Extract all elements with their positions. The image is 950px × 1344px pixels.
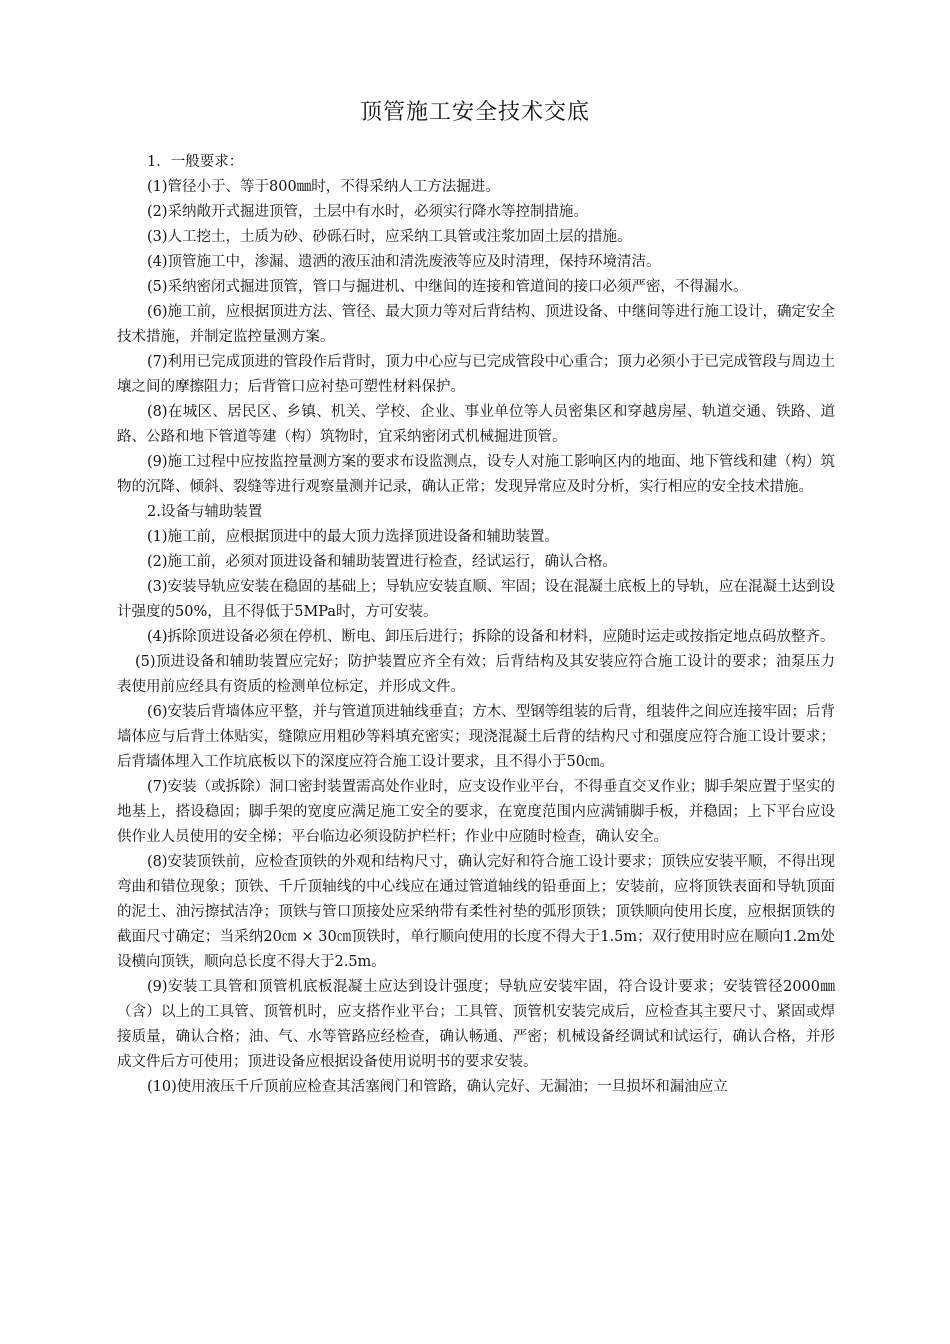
paragraph: (8)在城区、居民区、乡镇、机关、学校、企业、事业单位等人员密集区和穿越房屋、轨道交通、铁路、道路、公路和地下管道等建（构）筑物时，宜采纳密闭式机械掘进顶管。 (117, 404, 835, 445)
paragraph: (9)安装工具管和顶管机底板混凝土应达到设计强度；导轨应安装牢固，符合设计要求；安装管径2000㎜（含）以上的工具管、顶管机时，应支搭作业平台；工具管、顶管机安装完成后，应检查其主要尺寸、紧固或焊接质量，确认合格；油、气、水等管路应经检查，确认畅通、严密；机械设备经调试和试运行，确认合格，并形成文件后方可使用；顶进设备应根据设备使用说明书的要求安装。 (117, 979, 835, 1070)
paragraph: (2)施工前，必须对顶进设备和辅助装置进行检查，经试运行，确认合格。 (147, 554, 618, 570)
paragraph: (7)安装（或拆除）洞口密封装置需高处作业时，应支设作业平台，不得垂直交叉作业；脚手架应置于坚实的地基上，搭设稳固；脚手架的宽度应满足施工安全的要求，在宽度范围内应满铺脚手板，并稳固；上下平台应设供作业人员使用的安全梯；平台临边必须设防护栏杆；作业中应随时检查，确认安全。 (117, 779, 835, 845)
paragraph: (2)采纳敞开式掘进顶管，土层中有水时，必须实行降水等控制措施。 (147, 204, 589, 220)
paragraph: (5)顶进设备和辅助装置应完好；防护装置应齐全有效；后背结构及其安装应符合施工设计的要求；油泵压力表使用前应经具有资质的检测单位标定，并形成文件。 (117, 654, 835, 695)
paragraph: (3)安装导轨应安装在稳固的基础上；导轨应安装直顺、牢固；设在混凝土底板上的导轨，应在混凝土达到设计强度的50%，且不得低于5MPa时，方可安装。 (117, 579, 835, 620)
paragraph: (3)人工挖土，土质为砂、砂砾石时，应采纳工具管或注浆加固土层的措施。 (147, 229, 632, 245)
paragraph: (5)采纳密闭式掘进顶管，管口与掘进机、中继间的连接和管道间的接口必须严密，不得漏水。 (147, 279, 748, 295)
paragraph: (4)顶管施工中，渗漏、遗洒的液压油和清洗废液等应及时清理，保持环境清洁。 (147, 254, 661, 270)
paragraph: (10)使用液压千斤顶前应检查其活塞阀门和管路，确认完好、无漏油；一旦损坏和漏油应立 (147, 1079, 728, 1095)
paragraph: (8)安装顶铁前，应检查顶铁的外观和结构尺寸，确认完好和符合施工设计要求；顶铁应安装平顺，不得出现弯曲和错位现象；顶铁、千斤顶轴线的中心线应在通过管道轴线的铅垂面上；安装前，应将顶铁表面和导轨顶面的泥土、油污擦拭洁净；顶铁与管口顶接处应采纳带有柔性衬垫的弧形顶铁；顶铁顺向使用长度，应根据顶铁的截面尺寸确定；当采纳20㎝ × 30㎝顶铁时，单行顺向使用的长度不得大于1.5m；双行使用时应在顺向1.2m处设横向顶铁，顺向总长度不得大于2.5m。 (117, 854, 835, 970)
paragraph: (9)施工过程中应按监控量测方案的要求布设监测点，设专人对施工影响区内的地面、地下管线和建（构）筑物的沉降、倾斜、裂缝等进行观察量测并记录，确认正常；发现异常应及时分析，实行相应的安全技术措施。 (117, 454, 835, 495)
paragraph: (7)利用已完成顶进的管段作后背时，顶力中心应与已完成管段中心重合；顶力必须小于已完成管段与周边土壤之间的摩擦阻力；后背管口应衬垫可塑性材料保护。 (117, 354, 835, 395)
paragraph: (1)管径小于、等于800㎜时，不得采纳人工方法掘进。 (147, 179, 500, 195)
paragraph: (1)施工前，应根据顶进中的最大顶力选择顶进设备和辅助装置。 (147, 529, 560, 545)
section-heading-equipment: 2.设备与辅助装置 (147, 504, 263, 520)
document-body (117, 150, 835, 1100)
document-title: 顶管施工安全技术交底 (359, 100, 590, 125)
paragraph: (6)施工前，应根据顶进方法、管径、最大顶力等对后背结构、顶进设备、中继间等进行施工设计，确定安全技术措施，并制定监控量测方案。 (117, 304, 835, 345)
paragraph: (6)安装后背墙体应平整，并与管道顶进轴线垂直；方木、型钢等组装的后背，组装件之间应连接牢固；后背墙体应与后背土体贴实，缝隙应用粗砂等料填充密实；现浇混凝土后背的结构尺寸和强度应符合施工设计要求；后背墙体埋入工作坑底板以下的深度应符合施工设计要求，且不得小于50㎝。 (117, 704, 835, 770)
paragraph: (4)拆除顶进设备必须在停机、断电、卸压后进行；拆除的设备和材料，应随时运走或按指定地点码放整齐。 (147, 629, 835, 645)
section-heading-general: 1．一般要求： (147, 154, 244, 170)
